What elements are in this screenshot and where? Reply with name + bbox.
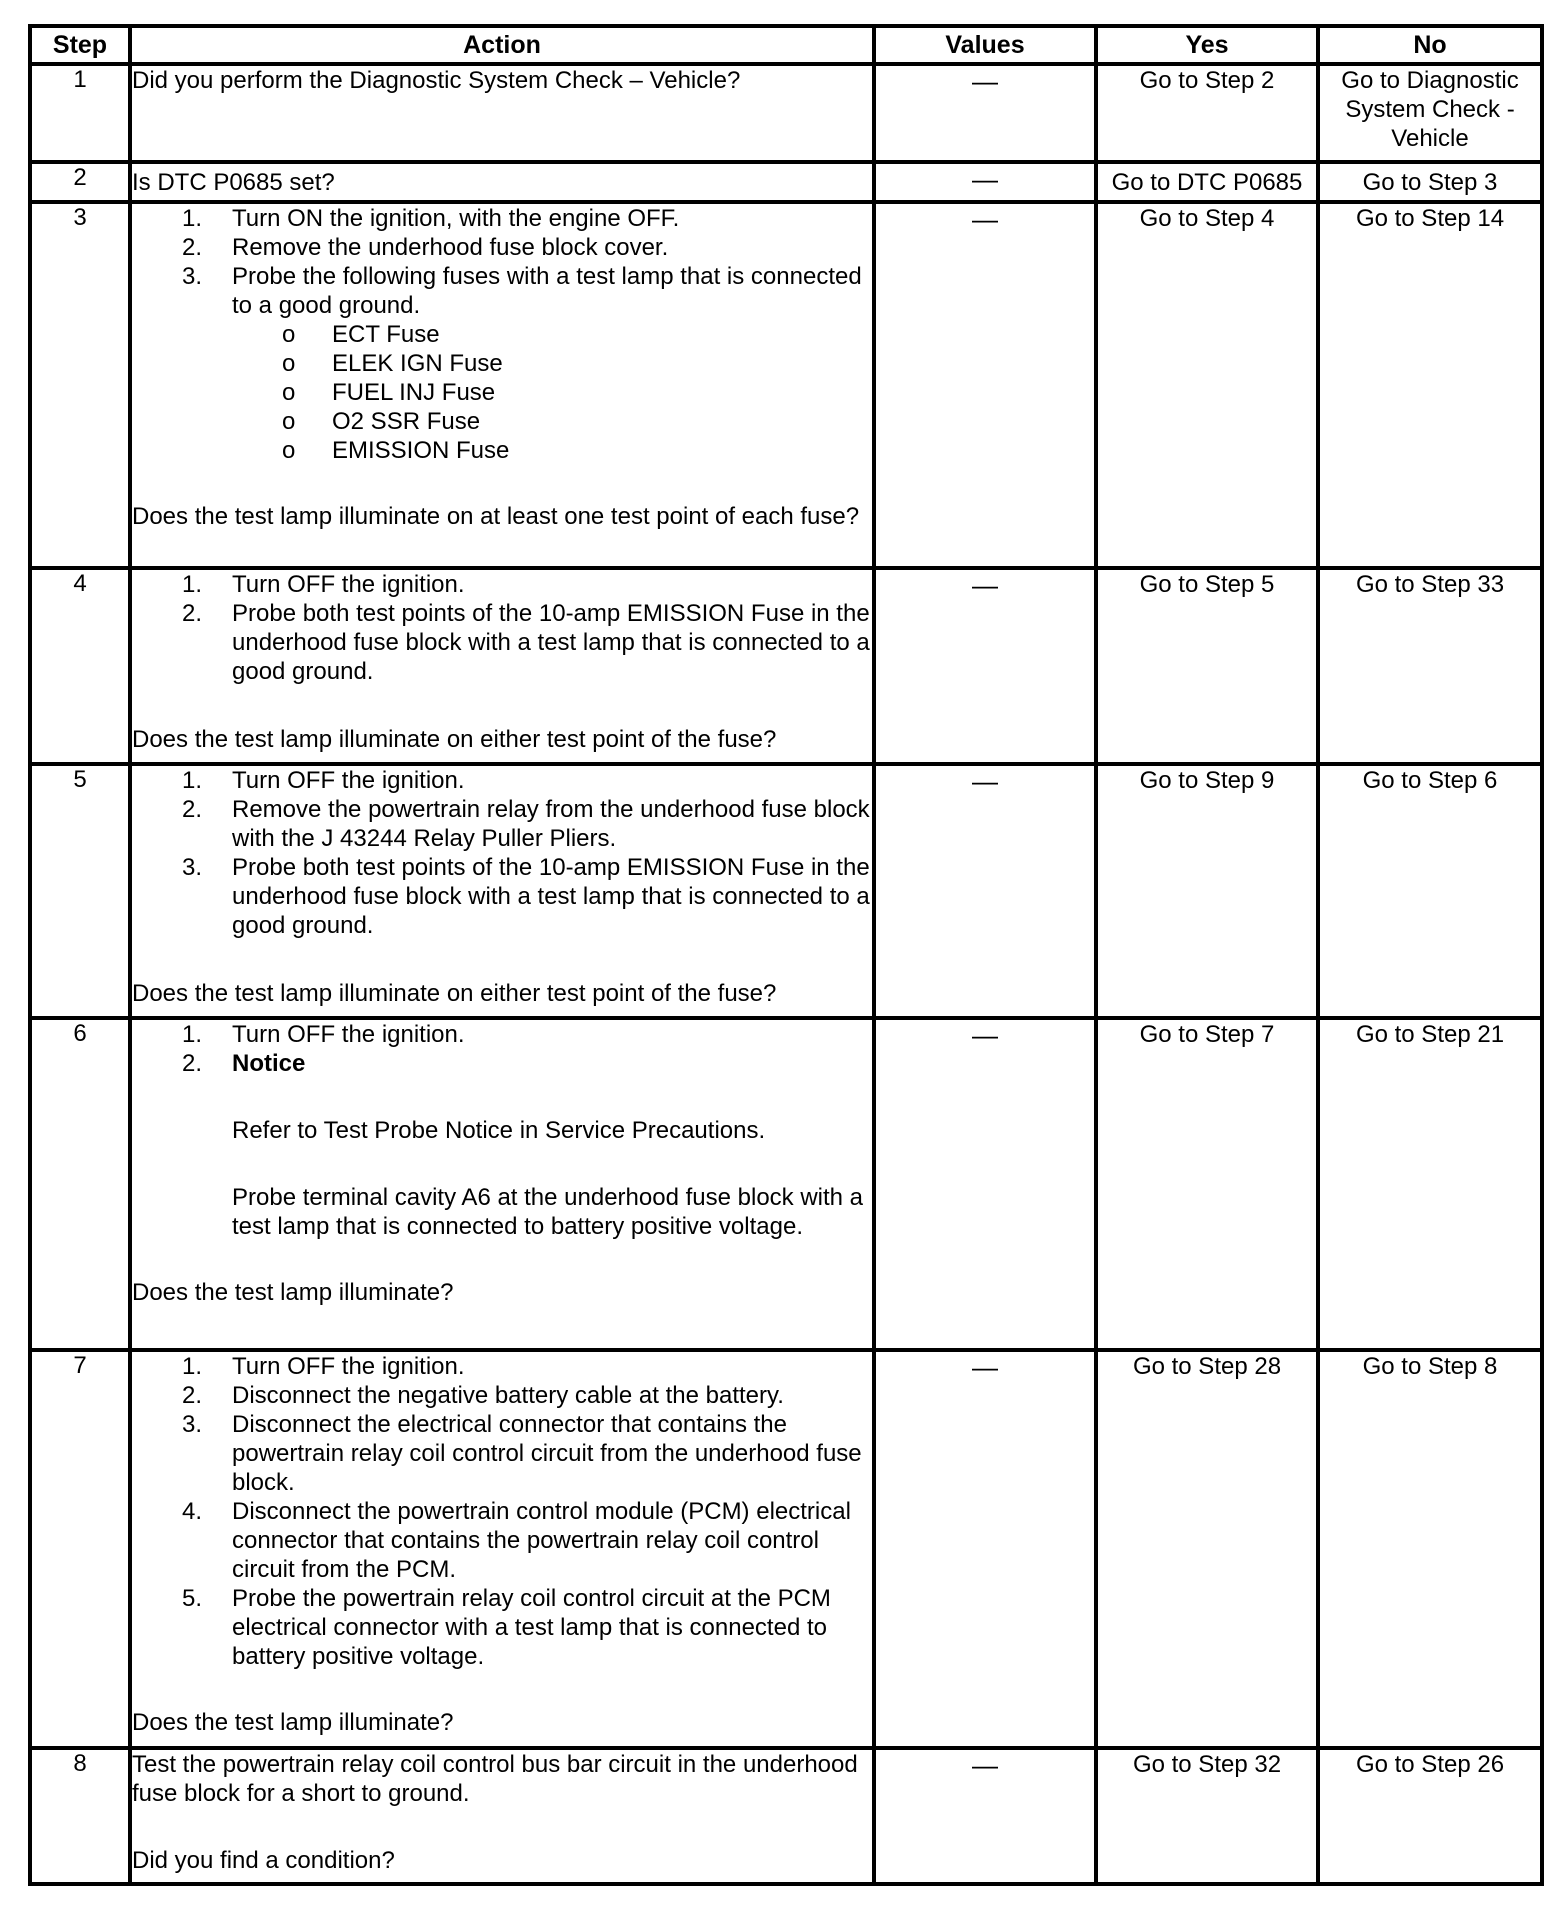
fuse-item: o EMISSION Fuse <box>282 437 510 464</box>
probe-text: Probe terminal cavity A6 at the underhood fuse block with a test lamp that is connected to battery positive voltage. <box>232 1184 864 1240</box>
yes-cell: Go to Step 5 <box>1096 568 1318 764</box>
action-text: Test the powertrain relay coil control bus bar circuit in the underhood fuse block for a short to ground. <box>132 1751 858 1807</box>
values-cell: — <box>874 568 1096 764</box>
action-cell <box>130 1350 874 1748</box>
action-step: 2. Disconnect the negative battery cable at the battery. <box>182 1382 784 1409</box>
yes-cell: Go to DTC P0685 <box>1096 162 1318 202</box>
table-row <box>30 1350 1542 1748</box>
action-question: Does the test lamp illuminate? <box>132 1279 454 1306</box>
action-step: 4. Disconnect the powertrain control module (PCM) electrical connector that contains the powertrain relay coil control circuit from the PCM. <box>182 1498 851 1583</box>
action-step: 1. Turn OFF the ignition. <box>182 767 465 794</box>
action-steps <box>132 1352 872 1671</box>
fuse-item: o O2 SSR Fuse <box>282 408 481 435</box>
action-step: 5. Probe the powertrain relay coil control circuit at the PCM electrical connector with a test lamp that is connected to battery positive voltage. <box>182 1585 831 1670</box>
header-yes: Yes <box>1096 26 1318 64</box>
action-cell <box>130 568 874 764</box>
notice-text: Refer to Test Probe Notice in Service Precautions. <box>232 1117 766 1144</box>
yes-cell: Go to Step 7 <box>1096 1018 1318 1350</box>
table-row <box>30 568 1542 764</box>
action-question: Does the test lamp illuminate? <box>132 1709 454 1736</box>
action-cell <box>130 202 874 568</box>
action-steps <box>132 570 872 686</box>
no-cell: Go to Step 6 <box>1318 764 1542 1018</box>
header-row <box>30 26 1542 64</box>
action-step: 3. Probe both test points of the 10-amp EMISSION Fuse in the underhood fuse block with a test lamp that is connected to a good ground. <box>182 854 870 939</box>
table-row <box>30 64 1542 162</box>
values-cell: — <box>874 1018 1096 1350</box>
action-step: 2. Probe both test points of the 10-amp EMISSION Fuse in the underhood fuse block with a test lamp that is connected to a good ground. <box>182 600 870 685</box>
table-row <box>30 1018 1542 1350</box>
action-text: Did you perform the Diagnostic System Check – Vehicle? <box>132 67 741 94</box>
action-cell <box>130 162 874 202</box>
action-question: Does the test lamp illuminate on either test point of the fuse? <box>132 726 777 753</box>
header-no: No <box>1318 26 1542 64</box>
action-step: 3. Probe the following fuses with a test lamp that is connected to a good ground. <box>182 263 862 319</box>
yes-cell: Go to Step 32 <box>1096 1748 1318 1884</box>
step-number: 8 <box>30 1748 130 1884</box>
table-row <box>30 162 1542 202</box>
no-cell: Go to Step 33 <box>1318 568 1542 764</box>
yes-cell: Go to Step 28 <box>1096 1350 1318 1748</box>
action-cell <box>130 1018 874 1350</box>
action-text: Is DTC P0685 set? <box>132 168 335 196</box>
action-question: Does the test lamp illuminate on either test point of the fuse? <box>132 980 777 1007</box>
action-steps <box>132 766 872 940</box>
action-cell <box>130 64 874 162</box>
values-cell: — <box>874 202 1096 568</box>
step-number: 7 <box>30 1350 130 1748</box>
header-action: Action <box>130 26 874 64</box>
fuse-item: o ECT Fuse <box>282 321 440 348</box>
action-step: 2. Remove the underhood fuse block cover. <box>182 234 669 261</box>
step-number: 5 <box>30 764 130 1018</box>
step-number: 1 <box>30 64 130 162</box>
table-row <box>30 764 1542 1018</box>
fuse-item: o FUEL INJ Fuse <box>282 379 496 406</box>
no-cell: Go to Step 21 <box>1318 1018 1542 1350</box>
no-cell: Go to Step 26 <box>1318 1748 1542 1884</box>
yes-cell: Go to Step 2 <box>1096 64 1318 162</box>
action-step: 1. Turn OFF the ignition. <box>182 571 465 598</box>
no-cell: Go to Step 8 <box>1318 1350 1542 1748</box>
action-step: 1. Turn OFF the ignition. <box>182 1021 465 1048</box>
action-step: 2. Notice Refer to Test Probe Notice in Service Precautions. Probe terminal cavity A6 at the underhood fuse block with a test lamp that is connected to battery positive voltage. <box>132 1049 872 1241</box>
action-step: 2. Remove the powertrain relay from the underhood fuse block with the J 43244 Relay Puller Pliers. <box>182 796 870 852</box>
header-values: Values <box>874 26 1096 64</box>
fuse-item: o ELEK IGN Fuse <box>282 350 503 377</box>
action-cell <box>130 764 874 1018</box>
action-steps <box>132 204 872 320</box>
action-question: Does the test lamp illuminate on at least one test point of each fuse? <box>132 503 860 530</box>
yes-cell: Go to Step 4 <box>1096 202 1318 568</box>
step-number: 3 <box>30 202 130 568</box>
header-step: Step <box>30 26 130 64</box>
action-step: 1. Turn OFF the ignition. <box>182 1353 465 1380</box>
table-row <box>30 202 1542 568</box>
values-cell: — <box>874 764 1096 1018</box>
notice-label: Notice <box>232 1050 306 1077</box>
no-cell: Go to Step 3 <box>1318 162 1542 202</box>
action-step: 3. Disconnect the electrical connector that contains the powertrain relay coil control circuit from the underhood fuse block. <box>182 1411 862 1496</box>
fuse-list <box>132 320 872 465</box>
values-cell: — <box>874 1748 1096 1884</box>
table-row <box>30 1748 1542 1884</box>
action-question: Did you find a condition? <box>132 1847 395 1874</box>
step-number: 6 <box>30 1018 130 1350</box>
action-step: 1. Turn ON the ignition, with the engine OFF. <box>182 205 680 232</box>
action-cell <box>130 1748 874 1884</box>
step-number: 4 <box>30 568 130 764</box>
values-cell: — <box>874 1350 1096 1748</box>
yes-cell: Go to Step 9 <box>1096 764 1318 1018</box>
action-steps <box>132 1020 872 1241</box>
values-cell: — <box>874 64 1096 162</box>
no-cell: Go to Diagnostic System Check - Vehicle <box>1318 64 1542 162</box>
step-number: 2 <box>30 162 130 202</box>
values-cell: — <box>874 162 1096 202</box>
diagnostic-table <box>28 24 1544 1886</box>
no-cell: Go to Step 14 <box>1318 202 1542 568</box>
